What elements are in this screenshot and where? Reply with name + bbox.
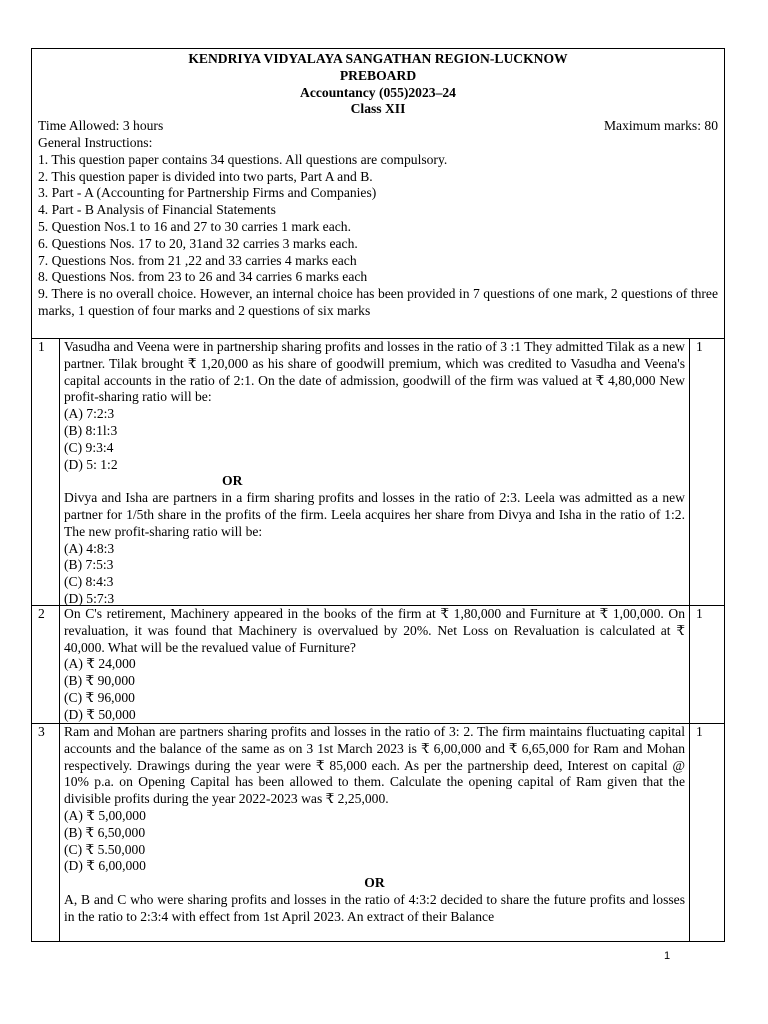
option: (C) ₹ 5.50,000 bbox=[64, 841, 146, 857]
question-number: 3 bbox=[32, 724, 60, 941]
option: (B) ₹ 6,50,000 bbox=[64, 824, 146, 840]
or-separator: OR bbox=[222, 473, 243, 489]
question-marks: 1 bbox=[696, 339, 703, 354]
question-marks: 1 bbox=[696, 724, 703, 739]
question-number: 1 bbox=[32, 339, 60, 605]
question-number: 2 bbox=[32, 606, 60, 723]
instruction-item: 6. Questions Nos. 17 to 20, 31and 32 carries 3 marks each. bbox=[38, 235, 358, 251]
option: (C) 9:3:4 bbox=[64, 439, 114, 455]
or-separator: OR bbox=[364, 875, 385, 891]
instruction-item: 8. Questions Nos. from 23 to 26 and 34 carries 6 marks each bbox=[38, 269, 368, 285]
question-body bbox=[60, 339, 690, 605]
subject-title: Accountancy (055)2023–24 bbox=[300, 84, 456, 100]
option: (B) 7:5:3 bbox=[64, 557, 114, 573]
question-row-1 bbox=[32, 339, 724, 606]
question-row-2 bbox=[32, 606, 724, 724]
questions-table bbox=[32, 339, 724, 941]
instruction-item: 1. This question paper contains 34 questions. All questions are compulsory. bbox=[38, 151, 448, 167]
alt-question-text: A, B and C who were sharing profits and losses in the ratio of 4:3:2 decided to share the future profits and losses in the ratio to 2:3:4 with effect from 1st April 2023. An extract of their Balance bbox=[64, 891, 685, 924]
option: (D) 5:7:3 bbox=[64, 590, 115, 606]
option: (A) ₹ 5,00,000 bbox=[64, 807, 146, 823]
time-marks-row bbox=[38, 118, 718, 135]
option: (A) 4:8:3 bbox=[64, 540, 115, 556]
question-paper-frame bbox=[31, 48, 725, 942]
option: (B) ₹ 90,000 bbox=[64, 673, 135, 689]
instruction-item: 2. This question paper is divided into two parts, Part A and B. bbox=[38, 168, 373, 184]
question-row-3 bbox=[32, 724, 724, 941]
alt-question-text: Divya and Isha are partners in a firm sharing profits and losses in the ratio of 2:3. Leela was admitted as a new partner for 1/5th share in the profits of the firm. Leela acquires her share from Divya and Isha in the ratio of 1:2. The new profit-sharing ratio will be: bbox=[64, 490, 685, 539]
instruction-item: 4. Part - B Analysis of Financial Statements bbox=[38, 202, 276, 218]
option: (D) 5: 1:2 bbox=[64, 456, 118, 472]
question-text: Ram and Mohan are partners sharing profits and losses in the ratio of 3: 2. The firm maintains fluctuating capital accounts and the balance of the same as on 3 1st March 2023 is ₹ 6,00,000 and ₹ 6,65,000 for Ram and Mohan respectively. Drawings during the year were ₹ 85,000 each. As per the partnership deed, Interest on capital @ 10% p.a. on Opening Capital has been allowed to them. Calculate the opening capital of Ram given that the divisible profits during the year 2022-2023 was ₹ 2,25,000. bbox=[64, 724, 685, 807]
instructions-title: General Instructions: bbox=[38, 134, 153, 150]
option: (B) 8:1l:3 bbox=[64, 422, 118, 438]
max-marks: Maximum marks: 80 bbox=[603, 118, 718, 134]
instruction-item: 7. Questions Nos. from 21 ,22 and 33 carries 4 marks each bbox=[38, 252, 357, 268]
option: (C) 8:4:3 bbox=[64, 574, 114, 590]
time-allowed: Time Allowed: 3 hours bbox=[38, 118, 164, 134]
option: (D) ₹ 50,000 bbox=[64, 706, 136, 722]
class-title: Class XII bbox=[350, 101, 406, 117]
org-title: KENDRIYA VIDYALAYA SANGATHAN REGION-LUCKNOW bbox=[188, 51, 568, 66]
option: (D) ₹ 6,00,000 bbox=[64, 858, 146, 874]
instruction-item: 9. There is no overall choice. However, an internal choice has been provided in 7 questions of one mark, 2 questions of three marks, 1 question of four marks and 2 questions of six marks bbox=[38, 286, 718, 318]
instruction-item: 5. Question Nos.1 to 16 and 27 to 30 carries 1 mark each. bbox=[38, 218, 351, 234]
option: (C) ₹ 96,000 bbox=[64, 689, 135, 705]
question-text: On C's retirement, Machinery appeared in the books of the firm at ₹ 1,80,000 and Furniture at ₹ 1,00,000. On revaluation, it was found that Machinery is overvalued by 20%. Net Loss on Revaluation is calculated at ₹ 40,000. What will be the revalued value of Furniture? bbox=[64, 606, 685, 655]
instruction-item: 3. Part - A (Accounting for Partnership Firms and Companies) bbox=[38, 185, 377, 201]
option: (A) ₹ 24,000 bbox=[64, 656, 136, 672]
option: (A) 7:2:3 bbox=[64, 406, 115, 422]
question-body bbox=[60, 606, 690, 723]
paper-header bbox=[32, 49, 724, 339]
question-body bbox=[60, 724, 690, 941]
question-text: Vasudha and Veena were in partnership sharing profits and losses in the ratio of 3 :1 They admitted Tilak as a new partner. Tilak brought ₹ 1,20,000 as his share of goodwill premium, which was credited to Vasudha and Veena's capital accounts in the ratio of 2:1. On the date of admission, goodwill of the firm was valued at ₹ 4,80,000 New profit-sharing ratio will be: bbox=[64, 339, 685, 405]
question-marks: 1 bbox=[696, 606, 703, 621]
page-number: 1 bbox=[664, 950, 671, 962]
exam-title: PREBOARD bbox=[339, 67, 417, 83]
